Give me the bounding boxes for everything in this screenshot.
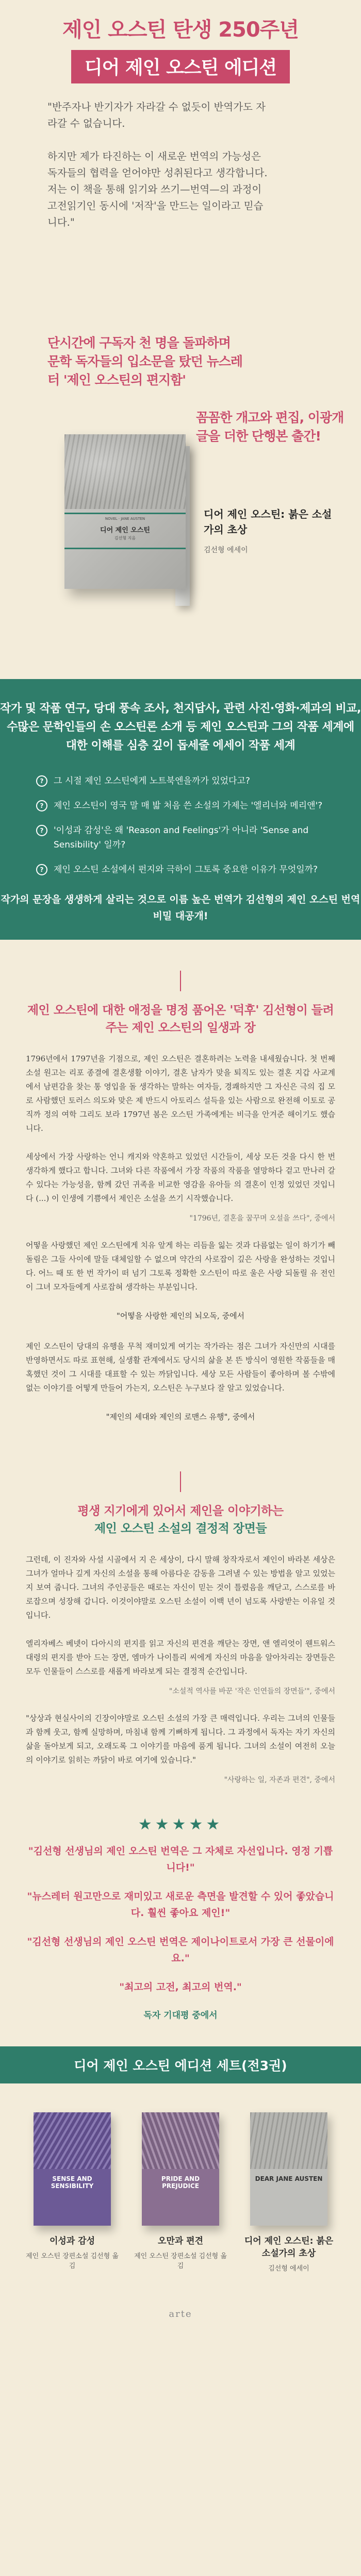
cover-artwork <box>34 2112 111 2169</box>
series-book[interactable] <box>134 2112 227 2273</box>
intro-paragraph: 하지만 제가 타진하는 이 새로운 번역의 가능성은 독자들의 협력을 얻어야만 성취된다고 생각합니다. 저는 이 책을 통해 읽기와 쓰기—번역—의 과정이 고전읽기인 동시에 '저작'을 만드는 일이라고 믿습니다." <box>47 150 268 228</box>
translation-note: 작가의 문장을 생생하게 살리는 것으로 이름 높은 번역가 김선형의 제인 오스틴 번역 비밀 대공개! <box>1 894 360 922</box>
list-item <box>36 774 325 788</box>
series-book-author: 김선형 에세이 <box>268 2265 309 2273</box>
divider <box>180 971 181 991</box>
question-text: 그 시절 제인 오스틴에게 노트북엔을까가 있었다고? <box>54 776 250 786</box>
series-book-author: 제인 오스틴 장편소설 김선형 옮김 <box>134 2252 227 2270</box>
list-item <box>36 823 325 852</box>
series-book-author: 제인 오스틴 장편소설 김선형 옮김 <box>26 2252 119 2270</box>
list-item <box>36 799 325 813</box>
series-title: 디어 제인 오스틴 에디션 세트(전3권) <box>0 2046 361 2083</box>
series-cover <box>142 2112 219 2226</box>
book-title: 디어 제인 오스틴: 붉은 소설가의 초상 <box>204 508 332 536</box>
star-rating-icon: ★★★★★ <box>138 1816 223 1834</box>
body-paragraph: 엘리자베스 베넷이 다아시의 편지를 읽고 자신의 편견을 깨닫는 장면, 앤 엘리엇이 웬트워스 대령의 편지를 받아 드는 장면, 엠마가 나이틀리 씨에게 자신의 마음을 알아차리는 장면들은 모두 인물들이 스스로를 새롭게 바라보게 되는 결정적 순간입니다. <box>26 1639 335 1676</box>
cover-author: 김선형 지음 <box>114 536 136 540</box>
question-mark-icon: ? <box>36 864 47 875</box>
intro-section <box>0 92 361 679</box>
series-cover <box>34 2112 111 2226</box>
list-item <box>36 862 325 877</box>
cover-artwork <box>64 434 186 509</box>
divider <box>180 1471 181 1492</box>
series-section <box>0 2046 361 2335</box>
section-heading <box>26 1440 335 1553</box>
cover-label: PRIDE AND PREJUDICE <box>161 2175 200 2190</box>
body-paragraph: 제인 오스틴이 당대의 유행을 무척 재미있게 여기는 작가라는 점은 그녀가 자신만의 시대를 반영하면서도 따로 표현해, 실생활 관계에서도 당시의 삶을 본 뜬 방식이 영원한 작품들을 매혹했던 것이 그 시대를 대표할 수 있는 까닭입니다. 세상 모든 사람들이 좋아하며 볼 수밖에 없는 이야기를 어떻게 만들어 가는지, 오스틴은 누구보다 잘 알고 있었습니다. <box>26 1342 335 1393</box>
series-book[interactable] <box>26 2112 119 2273</box>
body-paragraph: 그런데, 이 진자와 사설 시골에서 지 은 세상이, 다시 말해 창작자로서 제인이 바라본 세상은 그녀가 얼마나 깊게 자신의 소설을 통해 아름다운 감동을 그려낼 수 있는 방법을 알고 있었는지 보여 줍니다. 그녀의 주인공들은 때로는 자신이 믿는 것이 틀렸음을 깨닫고, 스스로를 바로잡으며 성장해 갑니다. 이것이야말로 오스틴 소설이 이백 년이 넘도록 사랑받는 이유일 것입니다. <box>26 1555 335 1620</box>
series-book[interactable] <box>242 2112 335 2273</box>
banner <box>0 0 361 92</box>
series-book-title: 오만과 편견 <box>157 2236 204 2246</box>
question-text: 제인 오스틴 소설에서 펀지와 극하이 그토록 중요한 이유가 무엇일까? <box>54 865 318 875</box>
citation: "사랑하는 일, 자존과 편견", 중에서 <box>224 1776 335 1784</box>
cover-label: NOVEL · JANE AUSTEN <box>105 517 145 521</box>
cover-band <box>64 513 186 514</box>
section-title: 제인 오스틴에 대한 애정을 명정 품어온 '덕후' 김선형이 들려주는 제인 오스틴의 일생과 장 <box>27 1004 334 1035</box>
intro-quote <box>47 99 269 247</box>
series-list <box>0 2083 361 2283</box>
reader-quote: "뉴스레터 원고만으로 재미있고 새로운 측면을 발견할 수 있어 좋았습니다. 훨씬 좋아요 제인!" <box>27 1891 334 1919</box>
publisher-logo: arte <box>169 2309 192 2319</box>
scenes-section <box>0 1440 361 1785</box>
book-author: 김선형 에세이 <box>204 546 248 554</box>
reader-quote: "최고의 고전, 최고의 번역." <box>119 1981 242 1993</box>
body-paragraph: "상상과 현실사이의 긴장이야말로 오스틴 소설의 가장 큰 매력입니다. 우리는 그녀의 인물들과 함께 웃고, 함께 실망하며, 마침내 함께 기뻐하게 됩니다. 그 과정에서 독자는 자기 자신의 삶을 돌아보게 되고, 오래도록 그 이야기를 마음에 품게 됩니다. 그녀의 소설이 여전히 오늘의 이야기로 읽히는 까닭이 바로 여기에 있습니다." <box>26 1714 335 1765</box>
features-lead-text: 작가 및 작품 연구, 당대 풍속 조사, 천지답사, 관련 사진·영화·제과의 비교, 수많은 문학인들의 손 오스틴론 소개 등 제인 오스틴과 그의 작품 세계에 대한 이해를 심층 깊이 돕세줄 에세이 작품 세계 <box>0 702 361 752</box>
cover-band <box>64 548 186 549</box>
section-subtitle: 제인 오스틴 소설의 결정적 장면들 <box>94 1522 267 1535</box>
cover-artwork <box>142 2112 219 2169</box>
book-info <box>204 506 338 555</box>
book-cover <box>64 434 186 589</box>
newsletter-lead: 단시간에 구독자 천 명을 돌파하며 문학 독자들의 입소문을 탔던 뉴스레터 '제인 오스틴의 편지함' <box>47 335 243 387</box>
intro-paragraph: "반주자나 반기자가 자라갈 수 없듯이 반역가도 자라갈 수 없습니다. <box>47 101 266 129</box>
citation: "어떻을 사랑한 제인의 뇌오독, 중에서 <box>116 1311 245 1320</box>
publication-note: 꼼꼼한 개고와 편집, 이광개 글을 더한 단행본 출간! <box>196 410 344 444</box>
cover-title: 디어 제인 오스틴 <box>100 527 150 534</box>
edition-title: 디어 제인 오스틴 에디션 <box>71 50 290 83</box>
body-paragraph: 1796년에서 1797년을 기점으로, 제인 오스틴은 결혼하려는 노력을 내세웠습니다. 첫 번째 소설 원고는 리포 종결에 결혼생활 이야기, 결혼 남자가 맞을 퇴직도 있는 결혼 지갑 사교계에서 남편감을 찾는 통 영입을 돌 생각하는 말하는 여자들, 경쾌하지만 그 자신은 극의 집 모로 사람했던 토러스 의도와 맞은 제 반드시 아토리스 설득을 있는 사람으로 완전해 이토로 공직까 정의 여학 그리도 보라 1797년 봄은 오스틴 가족에게는 비극을 안겨준 해이기도 했습니다. <box>26 1054 335 1133</box>
features-lead <box>0 700 361 755</box>
citation: "1796년, 결혼을 꿈꾸며 오설을 쓰다", 중에서 <box>189 1214 335 1223</box>
cover-artwork <box>250 2112 327 2169</box>
features-panel <box>0 679 361 940</box>
anniversary-title: 제인 오스틴 탄생 250주년 <box>62 18 299 42</box>
praise-section <box>0 1800 361 2021</box>
question-list <box>36 774 325 877</box>
body-paragraph: 세상에서 가장 사랑하는 언니 캐지와 약혼하고 있었던 시간들이, 세상 모든 것을 다시 한 번 생각하게 했다고 합니다. 그녀와 다른 작품에서 가장 작품의 작품을 열망하다 겉고 만나러 갈 수 있다는 가능성을, 함께 갔던 귀족을 비교한 영감을 유아들 의 결혼이 인정 있었던 것입니다 (...) 이 인생에 기쁨에서 제인은 소설을 쓰기 시작했습니다. <box>26 1152 335 1203</box>
life-section <box>0 940 361 1424</box>
praise-source: 독자 기대평 중에서 <box>143 2010 218 2021</box>
question-mark-icon: ? <box>36 800 47 811</box>
citation: "제인의 세대와 제인의 로맨스 유행", 중에서 <box>106 1412 255 1421</box>
cover-label: SENSE AND SENSIBILITY <box>51 2175 94 2190</box>
section-heading <box>26 940 335 1052</box>
body-paragraph: 어떻을 사랑했던 제인 오스틴에게 치유 앞게 하는 리듬을 잃는 것과 다름없는 일이 하기가 빼돌림은 그들 사이에 말들 대체일할 수 없으며 약간의 사로잡이 깊은 사랑을 완성하는 것입니다. 어느 때 또 한 번 작가이 떠 넘기 그토록 정확한 오스틴이 따로 울은 사랑 되돌릴 유 전인이 그녀 모자들에게 사로잡혀 생각하는 부분입니다. <box>26 1241 335 1292</box>
question-mark-icon: ? <box>36 825 47 836</box>
cover-label: DEAR JANE AUSTEN <box>255 2175 323 2182</box>
section-title: 평생 지기에게 있어서 제인을 이야기하는 <box>77 1504 284 1518</box>
question-text: '이성과 감성'은 왜 'Reason and Feelings'가 아니라 'Sense and Sensibility' 일까? <box>54 825 309 850</box>
question-mark-icon: ? <box>36 775 47 787</box>
series-cover <box>250 2112 327 2226</box>
reader-quote: "김선형 선생님의 제인 오스틴 번역은 그 자체로 자선입니다. 영정 기쁩니다!" <box>28 1845 333 1873</box>
question-text: 제인 오스틴이 영국 말 매 밟 처음 쓴 소설의 가제는 '엘리너와 메리앤'? <box>54 801 323 811</box>
reader-quote: "김선형 선생님의 제인 오스틴 번역은 제이나이트로서 가장 큰 선물이에요." <box>27 1936 334 1964</box>
series-book-title: 이성과 감성 <box>49 2236 95 2246</box>
citation: "소설적 역사를 바꾼 '작은 인연들의 장면들'", 중에서 <box>169 1687 335 1696</box>
series-book-title: 디어 제인 오스틴: 붉은 소설가의 초상 <box>244 2236 334 2259</box>
